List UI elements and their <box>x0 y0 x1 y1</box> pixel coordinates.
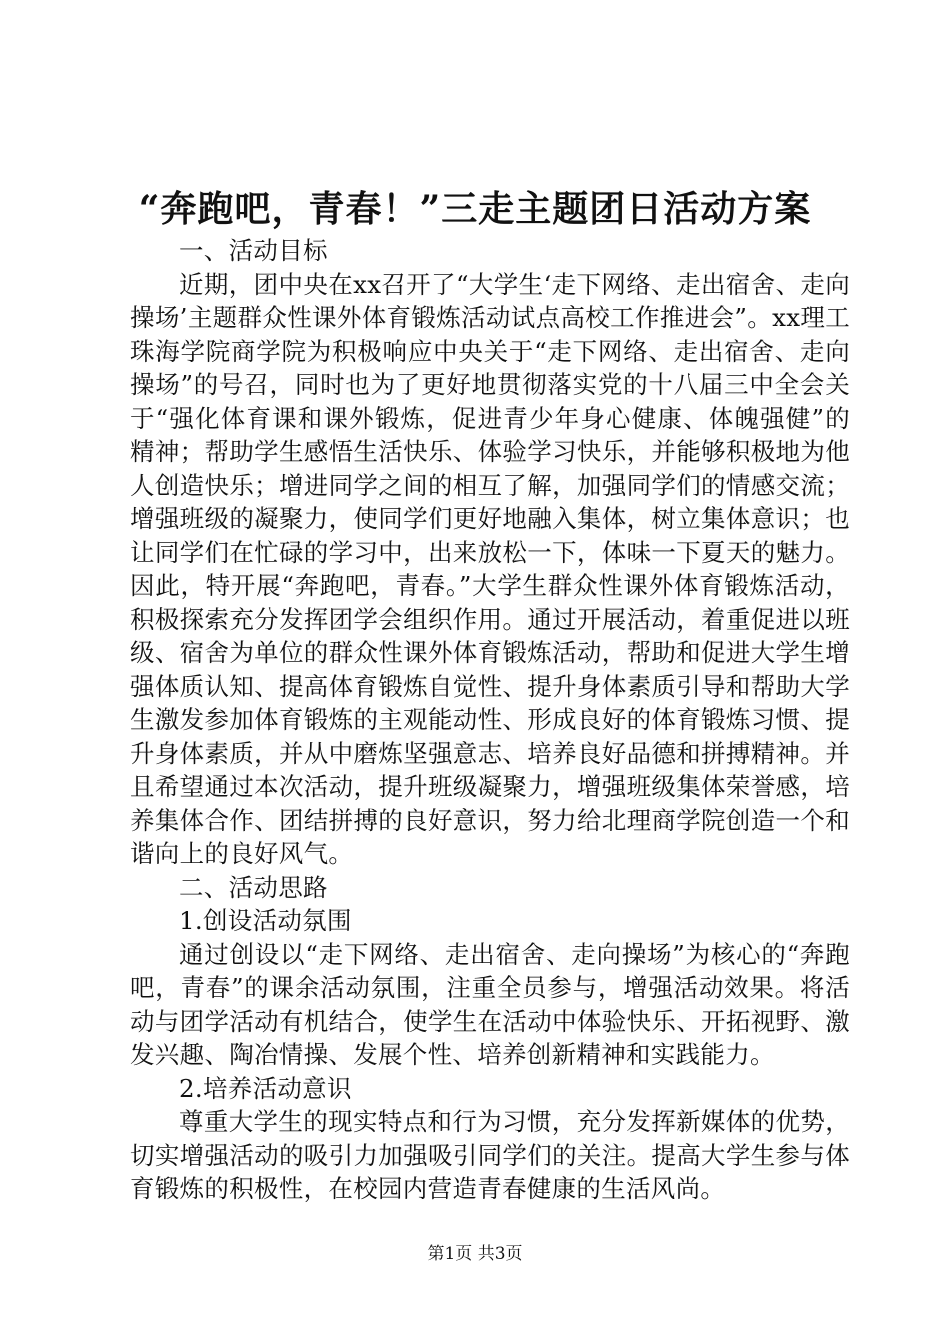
subheading-awareness: 2.培养活动意识 <box>179 1073 352 1103</box>
section-heading-goals: 一、活动目标 <box>179 236 328 265</box>
paragraph-awareness: 尊重大学生的现实特点和行为习惯，充分发挥新媒体的优势，切实增强活动的吸引力加强吸引同学们的关注。提高大学生参与体育锻炼的积极性，在校园内营造青春健康的生活风尚。 <box>130 1107 850 1203</box>
page-number-footer: 第1页 共3页 <box>427 1244 523 1264</box>
document-body <box>130 234 850 1206</box>
subheading-atmosphere: 1.创设活动氛围 <box>179 906 352 935</box>
paragraph-atmosphere: 通过创设以“走下网络、走出宿舍、走向操场”为核心的“奔跑吧，青春”的课余活动氛围，注重全员参与，增强活动效果。将活动与团学活动有机结合，使学生在活动中体验快乐、开拓视野、激发兴趣、陶冶情操、发展个性、培养创新精神和实践能力。 <box>130 939 850 1069</box>
paragraph-goals: 近期，团中央在xx召开了“大学生‘走下网络、走出宿舍、走向操场’主题群众性课外体育锻炼活动试点高校工作推进会”。xx理工珠海学院商学院为积极响应中央关于“走下网络、走出宿舍、走向操场”的号召，同时也为了更好地贯彻落实党的十八届三中全会关于“强化体育课和课外锻炼，促进青少年身心健康、体魄强健”的精神；帮助学生感悟生活快乐、体验学习快乐，并能够积极地为他人创造快乐；增进同学之间的相互了解，加强同学们的情感交流；增强班级的凝聚力，使同学们更好地融入集体，树立集体意识；也让同学们在忙碌的学习中，出来放松一下，体味一下夏天的魅力。因此，特开展“奔跑吧，青春。”大学生群众性课外体育锻炼活动，积极探索充分发挥团学会组织作用。通过开展活动，着重促进以班级、宿舍为单位的群众性课外体育锻炼活动，帮助和促进大学生增强体质认知、提高体育锻炼自觉性、提升身体素质引导和帮助大学生激发参加体育锻炼的主观能动性、形成良好的体育锻炼习惯、提升身体素质，并从中磨炼坚强意志、培养良好品德和拼搏精神。并且希望通过本次活动，提升班级凝聚力，增强班级集体荣誉感，培养集体合作、团结拼搏的良好意识，努力给北理商学院创造一个和谐向上的良好风气。 <box>130 269 850 868</box>
document-title: “奔跑吧，青春！”三走主题团日活动方案 <box>138 188 812 230</box>
section-heading-approach: 二、活动思路 <box>179 872 328 902</box>
